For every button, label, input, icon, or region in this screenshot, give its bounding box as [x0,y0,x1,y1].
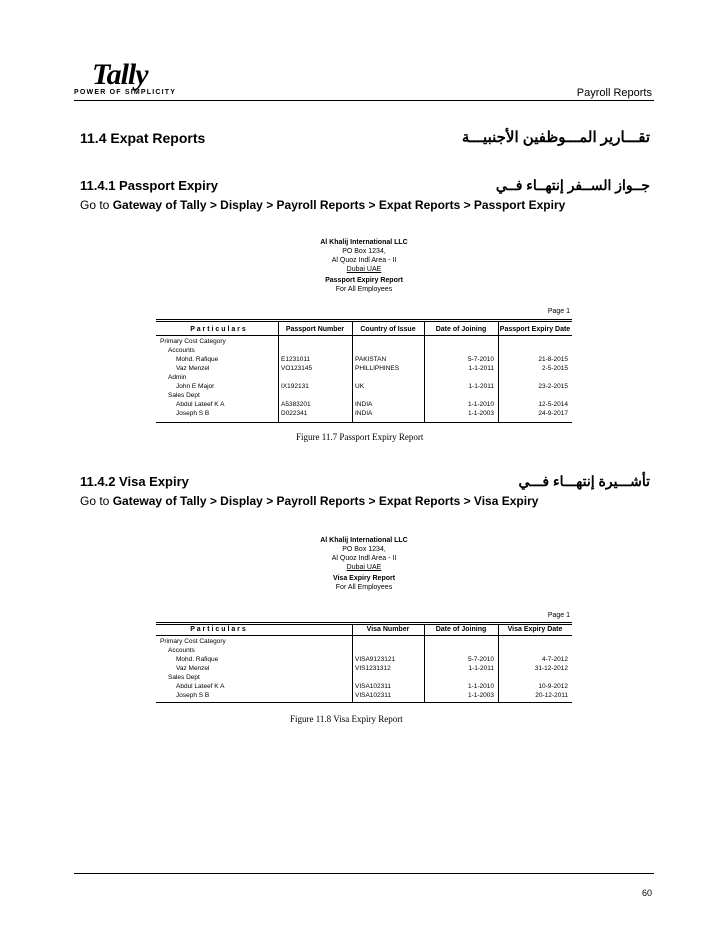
row-expiry-date: 23-2-2015 [538,383,568,390]
address-line: PO Box 1234, [342,546,386,553]
column-divider [352,624,353,702]
page-indicator: Page 1 [547,308,570,315]
address-line: PO Box 1234, [342,248,386,255]
row-expiry-date: 21-8-2015 [538,356,568,363]
row-particulars: John E Major [176,383,215,390]
page-number: 60 [641,888,652,898]
column-divider [424,322,425,422]
row-particulars: Primary Cost Category [160,638,226,645]
row-particulars: Accounts [168,647,195,654]
section-title-arabic: تقـــارير المـــوظفين الأجنبيـــة [461,129,650,146]
row-particulars: Mohd. Rafique [176,656,219,663]
row-particulars: Vaz Menzel [176,365,210,372]
header-bottom-rule [156,635,572,636]
row-particulars: Mohd. Rafique [176,356,219,363]
row-expiry-date: 24-9-2017 [538,410,568,417]
row-date-joining: 5-7-2010 [467,356,494,363]
row-particulars: Abdul Lateef K A [176,683,225,690]
row-particulars: Primary Cost Category [160,338,226,345]
report-header [156,238,572,294]
column-divider [278,322,279,422]
table-bottom-rule [156,702,572,703]
visa-heading-arabic: تأشـــيرة إنتهـــاء فـــي [518,473,650,489]
report-title: Passport Expiry Report [325,277,403,284]
passport-navigation-path [80,198,565,212]
row-particulars: Vaz Menzel [176,665,210,672]
column-header: Country of Issue [360,326,416,333]
address-line: Dubai UAE [346,266,382,273]
row-date-joining: 1-1-2011 [468,365,494,372]
path-prefix: Go to [80,494,113,508]
column-divider [498,624,499,702]
page-indicator: Page 1 [547,612,570,619]
column-divider [352,322,353,422]
table-top-rule [156,622,572,625]
row-passport-number: A5383201 [281,401,311,408]
row-particulars: Joseph S B [176,410,210,417]
row-passport-number: E1231011 [281,356,311,363]
company-name: Al Khalij International LLC [320,239,408,246]
column-header: Date of Joining [435,326,487,333]
row-visa-number: VIS1231312 [355,665,391,672]
row-passport-number: IX192131 [281,383,309,390]
footer-rule [74,873,654,874]
address-line: Dubai UAE [346,564,382,571]
visa-expiry-report [156,536,572,706]
column-header: P a r t i c u l a r s [190,326,246,333]
figure-caption: Figure 11.7 Passport Expiry Report [296,432,424,442]
row-country: INDIA [355,410,373,417]
table-top-rule [156,319,572,322]
row-passport-number: VO123145 [281,365,313,372]
address-line: Al Quoz Indl Area - II [331,555,397,562]
row-particulars: Joseph S B [176,692,210,699]
address-line: Al Quoz Indl Area - II [331,257,397,264]
column-header: Date of Joining [435,626,487,633]
row-expiry-date: 4-7-2012 [541,656,568,663]
row-country: UK [355,383,365,390]
row-country: INDIA [355,401,373,408]
row-date-joining: 1-1-2003 [467,410,494,417]
row-particulars: Admin [168,374,187,381]
row-visa-number: VISA102311 [355,683,392,690]
row-particulars: Sales Dept [168,674,200,681]
row-date-joining: 1-1-2010 [467,683,494,690]
row-particulars: Abdul Lateef K A [176,401,225,408]
report-title: Visa Expiry Report [332,575,396,582]
header-rule [74,100,654,101]
row-date-joining: 1-1-2010 [467,401,494,408]
table-bottom-rule [156,422,572,423]
visa-navigation-path [80,494,538,508]
section-title: 11.4 Expat Reports [80,130,206,146]
column-divider [498,322,499,422]
passport-heading-arabic: جــواز الســفر إنتهــاء فــي [495,177,650,193]
report-subtitle: For All Employees [335,286,393,293]
row-expiry-date: 2-5-2015 [541,365,568,372]
row-expiry-date: 12-5-2014 [538,401,568,408]
path-prefix: Go to [80,198,113,212]
row-visa-number: VISA102311 [355,692,392,699]
row-particulars: Sales Dept [168,392,200,399]
row-date-joining: 1-1-2011 [468,383,494,390]
visa-heading: 11.4.2 Visa Expiry [80,474,189,489]
header-bottom-rule [156,335,572,336]
column-header: Passport Expiry Date [499,326,571,333]
running-header: Payroll Reports [576,87,652,99]
column-header: P a r t i c u l a r s [190,626,246,633]
company-name: Al Khalij International LLC [320,537,408,544]
path-bold: Gateway of Tally > Display > Payroll Reports > Expat Reports > Visa Expiry [112,494,539,508]
row-expiry-date: 31-12-2012 [534,665,568,672]
figure-caption: Figure 11.8 Visa Expiry Report [290,714,403,724]
row-passport-number: D022341 [281,410,308,417]
row-particulars: Accounts [168,347,195,354]
row-date-joining: 1-1-2011 [468,665,494,672]
passport-heading: 11.4.1 Passport Expiry [80,178,219,193]
tally-logo: Tally [92,58,148,91]
column-header: Visa Expiry Date [507,626,563,633]
passport-expiry-report [156,238,572,426]
report-header [156,536,572,592]
row-expiry-date: 10-9-2012 [538,683,568,690]
row-date-joining: 5-7-2010 [467,656,494,663]
row-expiry-date: 20-12-2011 [535,692,568,699]
logo-tagline: POWER OF SIMPLICITY [74,89,177,96]
column-header: Visa Number [366,626,410,633]
column-header: Passport Number [285,326,345,333]
row-visa-number: VISA9123121 [355,656,396,663]
column-divider [424,624,425,702]
row-country: PHILLIPHINES [355,365,400,372]
row-date-joining: 1-1-2003 [467,692,494,699]
path-bold: Gateway of Tally > Display > Payroll Reports > Expat Reports > Passport Expiry [112,198,566,212]
report-subtitle: For All Employees [335,584,393,591]
row-country: PAKISTAN [355,356,387,363]
